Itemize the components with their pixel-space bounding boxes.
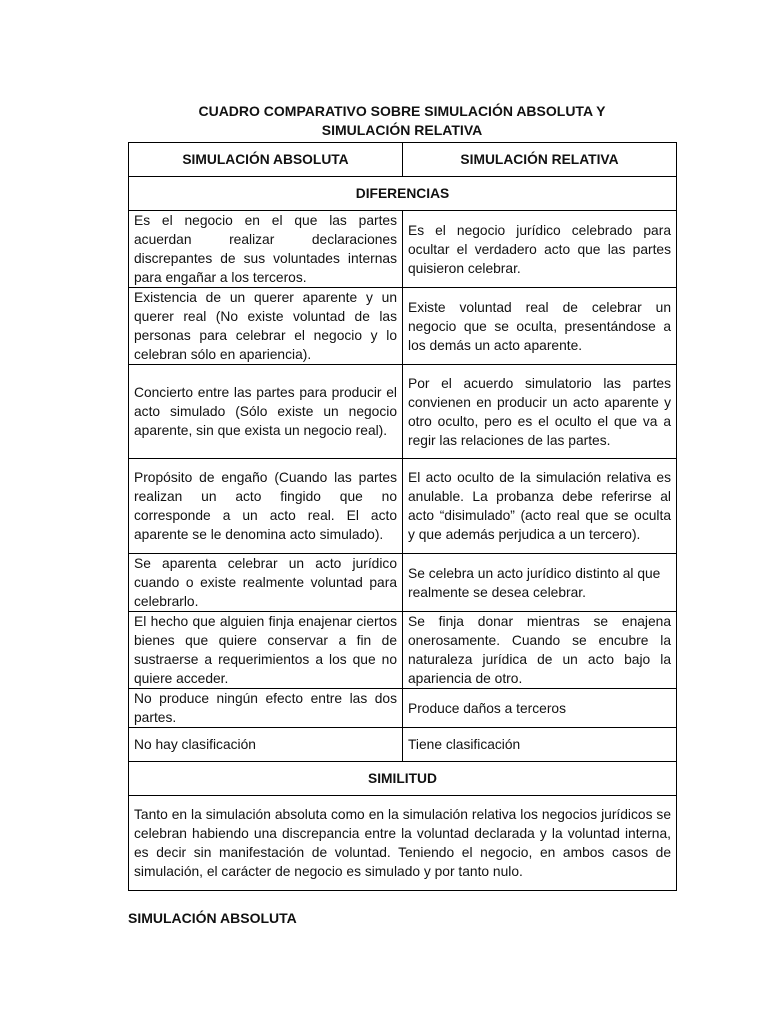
similarity-heading: SIMILITUD (129, 762, 677, 796)
similarity-row (129, 796, 677, 891)
table-row (129, 365, 677, 459)
table-row (129, 612, 677, 689)
similarity-text: Tanto en la simulación absoluta como en la simulación relativa los negocios jurídicos se celebran habiendo una discrepancia entre la voluntad declarada y la voluntad interna, es decir sin manifestación de voluntad. Teniendo el negocio, en ambos casos de simulación, el carácter de negocio es simulado y por tanto nulo. (129, 796, 677, 891)
document-title-line-1: CUADRO COMPARATIVO SOBRE SIMULACIÓN ABSOLUTA Y (198, 103, 606, 119)
column-header-relativa: SIMULACIÓN RELATIVA (403, 143, 677, 177)
table-row (129, 211, 677, 288)
table-row (129, 554, 677, 612)
cell-relativa: El acto oculto de la simulación relativa es anulable. La probanza debe referirse al acto “disimulado” (acto real que se oculta y que además perjudica a un tercero). (403, 459, 677, 554)
cell-absoluta: Es el negocio en el que las partes acuerdan realizar declaraciones discrepantes de sus voluntades internas para engañar a los terceros. (129, 211, 403, 288)
cell-relativa: Produce daños a terceros (403, 689, 677, 728)
differences-heading-row (129, 177, 677, 211)
cell-relativa: Se celebra un acto jurídico distinto al que realmente se desea celebrar. (403, 554, 677, 612)
table-row (129, 459, 677, 554)
table-row (129, 288, 677, 365)
cell-relativa: Se finja donar mientras se enajena onerosamente. Cuando se encubre la naturaleza jurídica de un acto bajo la apariencia de otro. (403, 612, 677, 689)
similarity-heading-row (129, 762, 677, 796)
table-row (129, 689, 677, 728)
cell-relativa: Tiene clasificación (403, 728, 677, 762)
cell-relativa: Existe voluntad real de celebrar un negocio que se oculta, presentándose a los demás un acto aparente. (403, 288, 677, 365)
column-header-absoluta: SIMULACIÓN ABSOLUTA (129, 143, 403, 177)
cell-absoluta: No produce ningún efecto entre las dos partes. (129, 689, 403, 728)
cell-relativa: Es el negocio jurídico celebrado para ocultar el verdadero acto que las partes quisieron celebrar. (403, 211, 677, 288)
cell-absoluta: El hecho que alguien finja enajenar ciertos bienes que quiere conservar a fin de sustraerse a requerimientos a los que no quiere acceder. (129, 612, 403, 689)
table-header-row (129, 143, 677, 177)
document-title-line-2: SIMULACIÓN RELATIVA (321, 122, 483, 138)
cell-absoluta: No hay clasificación (129, 728, 403, 762)
cell-absoluta: Se aparenta celebrar un acto jurídico cuando o existe realmente voluntad para celebrarlo. (129, 554, 403, 612)
differences-heading: DIFERENCIAS (129, 177, 677, 211)
cell-absoluta: Propósito de engaño (Cuando las partes realizan un acto fingido que no corresponde a un acto real. El acto aparente se le denomina acto simulado). (129, 459, 403, 554)
comparison-table (128, 142, 677, 891)
table-row (129, 728, 677, 762)
section-heading: SIMULACIÓN ABSOLUTA (128, 910, 297, 926)
cell-absoluta: Existencia de un querer aparente y un querer real (No existe voluntad de las personas para celebrar el negocio y lo celebran sólo en apariencia). (129, 288, 403, 365)
cell-relativa: Por el acuerdo simulatorio las partes convienen en producir un acto aparente y otro oculto, pero es el oculto el que va a regir las relaciones de las partes. (403, 365, 677, 459)
cell-absoluta: Concierto entre las partes para producir el acto simulado (Sólo existe un negocio aparente, sin que exista un negocio real). (129, 365, 403, 459)
document-title (128, 102, 676, 140)
